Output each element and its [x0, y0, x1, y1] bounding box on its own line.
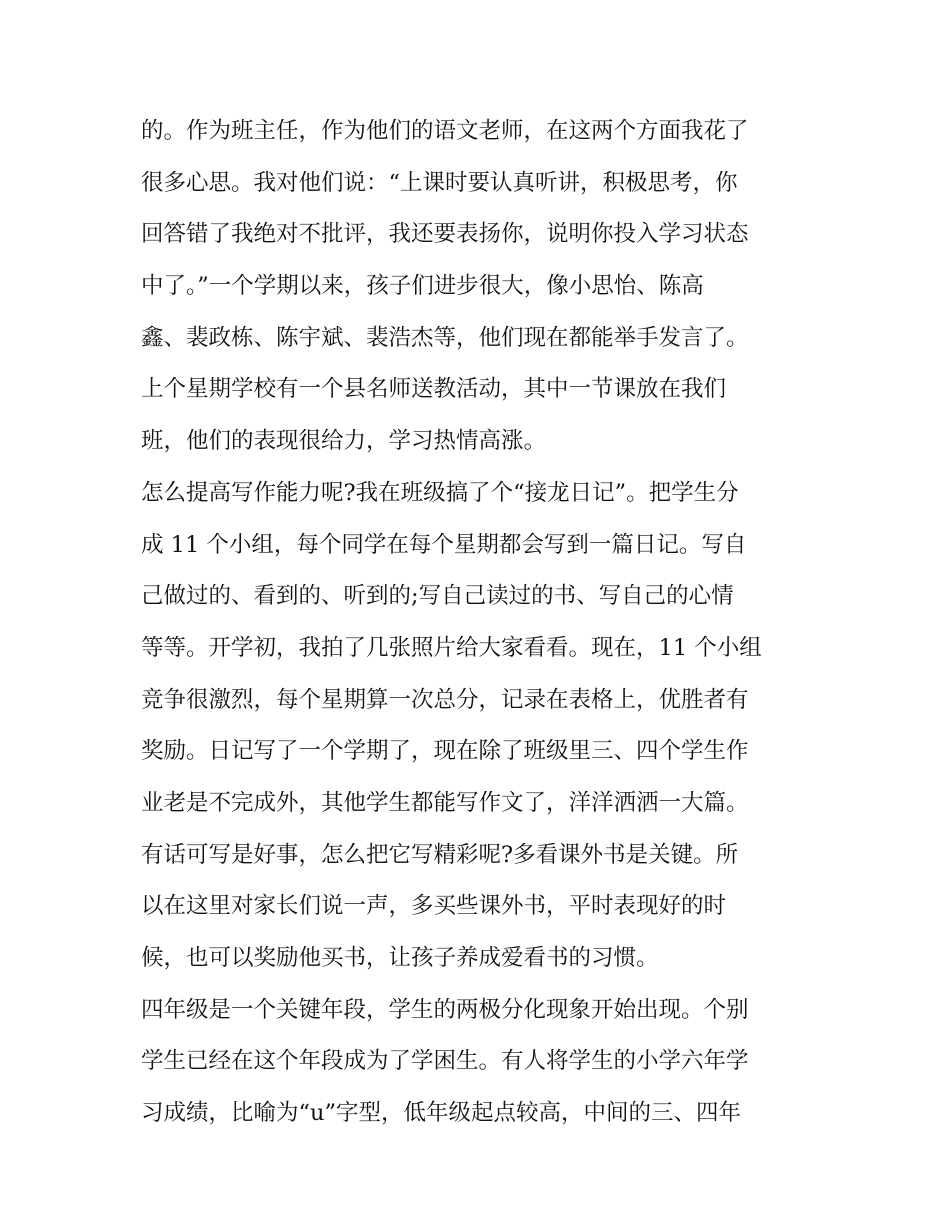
text-line: 习成绩，比喻为“u”字型，低年级起点较高，中间的三、四年: [141, 1100, 741, 1127]
text-line: 班，他们的表现很给力，学习热情高涨。: [141, 428, 547, 455]
text-line: 业老是不完成外，其他学生都能写作文了，洋洋洒洒一大篇。: [141, 789, 749, 816]
text-line: 四年级是一个关键年段，学生的两极分化现象开始出现。个别: [141, 996, 749, 1023]
text-line: 上个星期学校有一个县名师送教活动，其中一节课放在我们: [141, 376, 727, 403]
text-line: 等等。开学初，我拍了几张照片给大家看看。现在，11 个小组: [141, 634, 762, 661]
text-line: 鑫、裴政栋、陈宇斌、裴浩杰等，他们现在都能举手发言了。: [141, 324, 749, 351]
text-line: 的。作为班主任，作为他们的语文老师，在这两个方面我花了: [141, 118, 749, 144]
text-line: 中了。”一个学期以来，孩子们进步很大，像小思怡、陈高: [141, 273, 704, 300]
text-line: 学生已经在这个年段成为了学困生。有人将学生的小学六年学: [141, 1048, 749, 1075]
text-line: 竞争很激烈，每个星期算一次总分，记录在表格上，优胜者有: [141, 686, 749, 713]
text-line: 有话可写是好事，怎么把它写精彩呢?多看课外书是关键。所: [141, 841, 739, 868]
text-line: 奖励。日记写了一个学期了，现在除了班级里三、四个学生作: [141, 738, 749, 765]
text-line: 回答错了我绝对不批评，我还要表扬你，说明你投入学习状态: [141, 221, 749, 248]
text-line: 怎么提高写作能力呢?我在班级搞了个“接龙日记”。把学生分: [141, 479, 739, 506]
text-line: 以在这里对家长们说一声，多买些课外书，平时表现好的时: [141, 893, 727, 920]
text-line: 己做过的、看到的、听到的;写自己读过的书、写自己的心情: [141, 583, 734, 610]
text-line: 很多心思。我对他们说：“上课时要认真听讲，积极思考，你: [141, 169, 738, 196]
text-line: 候，也可以奖励他买书，让孩子养成爱看书的习惯。: [141, 945, 659, 971]
text-line: 成 11 个小组，每个同学在每个星期都会写到一篇日记。写自: [141, 531, 747, 558]
body-text: [141, 106, 821, 1140]
